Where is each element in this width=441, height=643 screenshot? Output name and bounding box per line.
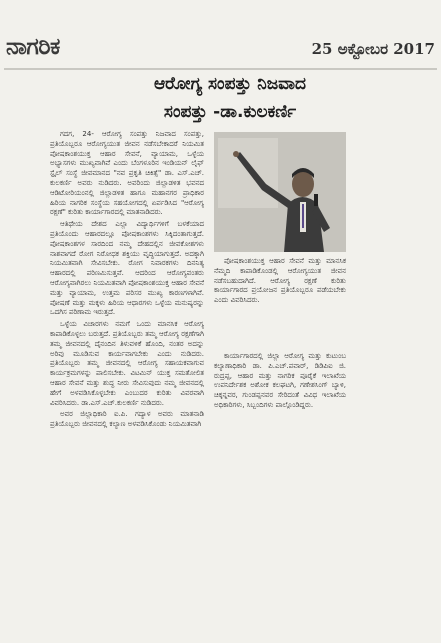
article-paragraph: ಒಳ್ಳೆಯ ವಿಚಾರಗಳು ನಮಗೆ ಒಂದು ಮಾನಸಿಕ ಆರೋಗ್ಯ ಕಾಪಾಡಿಕೊಳ್ಳಲು ಬರುತ್ತದೆ. ಪ್ರತಿಯೊಬ್ಬರು ತಮ್ಮ ಆರೋಗ್ಯ ರಕ್ಷಣೆಗಾಗಿ ತಮ್ಮ ಜೀವನದಲ್ಲಿ ದೈನಂದಿನ ತಿಳುವಳಿಕೆ ಹೊಂದಿ, ನಂತರ ಅದನ್ನು ಅರಿವು ಮೂಡಿಸುವ ಕಾರ್ಯವಾಗಬೇಕು ಎಂದು ನುಡಿದರು. ಪ್ರತಿಯೊಬ್ಬರು ತಮ್ಮ ಜೀವನದಲ್ಲಿ ಆರೋಗ್ಯ ಸಹಾಯಕವಾಗುವ ಕಾರ್ಯಕ್ರಮಗಳನ್ನು ಪಾಲಿಸಬೇಕು. ವಿಟಮಿನ್ ಯುಕ್ತ ಸಮತೋಲಿತ ಆಹಾರ ಸೇವನೆ ಮತ್ತು ಶುದ್ಧ ನೀರು ಸೇವಿಸುವುದು ನಮ್ಮ ಜೀವನದಲ್ಲಿ ಹೇಗೆ ಅಳವಡಿಸಿಕೊಳ್ಳಬೇಕು ಎಂಬುದರ ಕುರಿತು ವಿವರವಾಗಿ ವಿವರಿಸಿದರು. ಡಾ.ಎಸ್.ಎಚ್.ಕುಲಕರ್ಣಿ ನುಡಿದರು. [50,320,204,407]
headline-line-1: ಆರೋಗ್ಯ ಸಂಪತ್ತು ನಿಜವಾದ [153,74,307,94]
article-right-column-upper [214,257,346,347]
publication-date: 25 ಅಕ್ಟೋಬರ 2017 [311,40,435,58]
article-right-column-lower [214,352,346,442]
speaker-photo [214,132,346,252]
masthead-divider [4,68,437,70]
article-paragraph: ಪೋಷಕಾಂಶಯುಕ್ತ ಆಹಾರ ಸೇವನೆ ಮತ್ತು ಮಾನಸಿಕ ನೆಮ್ಮದಿ ಕಾಪಾಡಿಕೊಂಡಲ್ಲಿ ಆರೋಗ್ಯಯುತ ಜೀವನ ನಡೆಸಬಹುದಾಗಿದೆ. ಆರೋಗ್ಯ ರಕ್ಷಣೆ ಕುರಿತು ಕಾರ್ಯಾಗಾರದ ಪ್ರಯೋಜನ ಪ್ರತಿಯೊಬ್ಬರೂ ಪಡೆಯಬೇಕು ಎಂದು ವಿವರಿಸಿದರು. [214,257,346,305]
speaker-illustration [214,132,346,252]
headline-line-2: ಸಂಪತ್ತು -ಡಾ.ಕುಲಕರ್ಣಿ [163,102,297,122]
article-paragraph: ಅವರ ಜಿಲ್ಲಾಧಿಕಾರಿ ಐ.ಪಿ. ಗದ್ಯಾಳ ಅವರು ಮಾತನಾಡಿ ಪ್ರತಿಯೊಬ್ಬರು ಜೀವನದಲ್ಲಿ ಕಲ್ಯಾಣ ಅಳವಡಿಸಿಕೊಂಡು ನಿಯಮಿತವಾಗಿ [50,410,204,429]
article-paragraph: ಗದಗ, 24- ಆರೋಗ್ಯ ಸಂಪತ್ತು ನಿಜವಾದ ಸಂಪತ್ತು, ಪ್ರತಿಯೊಬ್ಬರೂ ಆರೋಗ್ಯಯುತ ಜೀವನ ನಡೆಸಬೇಕಾದರೆ ನಿಯಮಿತ ಪೋಷಕಾಂಶಯುಕ್ತ ಆಹಾರ ಸೇವನೆ, ವ್ಯಾಯಾಮ, ಒಳ್ಳೆಯ ಅಭ್ಯಾಸಗಳು ಮುಖ್ಯವಾಗಿವೆ ಎಂದು ಬೆಂಗಳೂರಿನ ಇಂಡಿಯನ್ ಲೈಫ್ ಸ್ಟೈಲ್ ಸಂಸ್ಥೆ ಜೀವಮಾನದ "ನವ ಪ್ರಕೃತಿ ಚಿಕಿತ್ಸೆ" ಡಾ. ಎಸ್.ಎಚ್. ಕುಲಕರ್ಣಿ ಅವರು ನುಡಿದರು. ಅವರಿಂದು ಜಿಲ್ಲಾಡಳಿತ ಭವನದ ಆಡಿಟೋರಿಯಂನಲ್ಲಿ ಜಿಲ್ಲಾಡಳಿತ ಹಾಗೂ ಮಹಾನಗರ ಪ್ರಾಧಿಕಾರ ಹಿರಿಯ ನಾಗರಿಕ ಸಂಸ್ಥೆಯ ಸಹಯೋಗದಲ್ಲಿ ಏರ್ಪಡಿಸಿದ "ಆರೋಗ್ಯ ರಕ್ಷಣೆ" ಕುರಿತು ಕಾರ್ಯಾಗಾರದಲ್ಲಿ ಮಾತನಾಡಿದರು. [50,130,204,217]
article-paragraph: ಆತಿಥೇಯ ದೇಶದ ಎಲ್ಲಾ ವಿದ್ಯಾರ್ಥಿಗಳಿಗೆ ಬಳಕೆಯಾದ ಪ್ರತಿಯೊಂದು ಆಹಾರದಲ್ಲೂ ಪೋಷಕಾಂಶಗಳು ಸಿಕ್ಕಿದಂತಾಗುತ್ತದೆ. ಪೋಷಕಾಂಶಗಳ ಸಾರದಿಂದ ನಮ್ಮ ದೇಹದಲ್ಲಿನ ಜೀವಕೋಶಗಳು ನಾಶವಾಗದೆ ರೋಗ ನಿರೋಧಕ ಶಕ್ತಿಯು ವೃದ್ಧಿಯಾಗುತ್ತದೆ. ಅದಕ್ಕಾಗಿ ನಿಯಮಿತವಾಗಿ ಸೇವಿಸಬೇಕು. ರೋಗ ನಿವಾರಕಗಳು ದಿನನಿತ್ಯ ಆಹಾರದಲ್ಲಿ ಪರಿಣಮಿಸುತ್ತವೆ. ಆದರಿಂದ ಆರೋಗ್ಯವಂತರು ಆರೋಗ್ಯವಾಗಿರಲು ನಿಯಮಿತವಾಗಿ ಪೋಷಕಾಂಶಯುಕ್ತ ಆಹಾರ ಸೇವನೆ ಮತ್ತು ವ್ಯಾಯಾಮ, ಉತ್ತಮ ಪರಿಸರ ಮುಖ್ಯ ಕಾರಣಗಳಾಗಿವೆ. ಪೋಷಣೆ ಮತ್ತು ಮಕ್ಕಳು ಹಿರಿಯ ಆಧಾರಗಳು ಒಳ್ಳೆಯ ಮನುಷ್ಯರನ್ನು ಒದಗಿಸ ಪರಿಣಾಮ ಇರುತ್ತದೆ. [50,220,204,317]
article-paragraph: ಕಾರ್ಯಾಗಾರದಲ್ಲಿ ಜಿಲ್ಲಾ ಆರೋಗ್ಯ ಮತ್ತು ಕುಟುಂಬ ಕಲ್ಯಾಣಾಧಿಕಾರಿ ಡಾ. ಪಿ.ಎಚ್.ಪವಾರ್, ಡಿಡಿಪಿಐ ಜಿ. ರುದ್ರಪ್ಪ, ಆಹಾರ ಮತ್ತು ನಾಗರಿಕ ಪೂರೈಕೆ ಇಲಾಖೆಯ ಉಪನಿರ್ದೇಶಕ ಅಶೋಕ ಕಲಘಟಗಿ, ಗಣೇಶಸಿಂಗ್ ಬ್ಯಾಳಿ, ಚಿಕ್ಕನ್ನವರ, ಗುಂಡಪ್ಪನವರ ಸೇರಿದಂತೆ ವಿವಿಧ ಇಲಾಖೆಯ ಅಧಿಕಾರಿಗಳು, ಸಿಬ್ಬಂದಿಗಳು ಪಾಲ್ಗೊಂಡಿದ್ದರು. [214,352,346,409]
article-left-column [50,130,204,628]
newspaper-masthead: ನಾಗರಿಕ [6,34,60,60]
